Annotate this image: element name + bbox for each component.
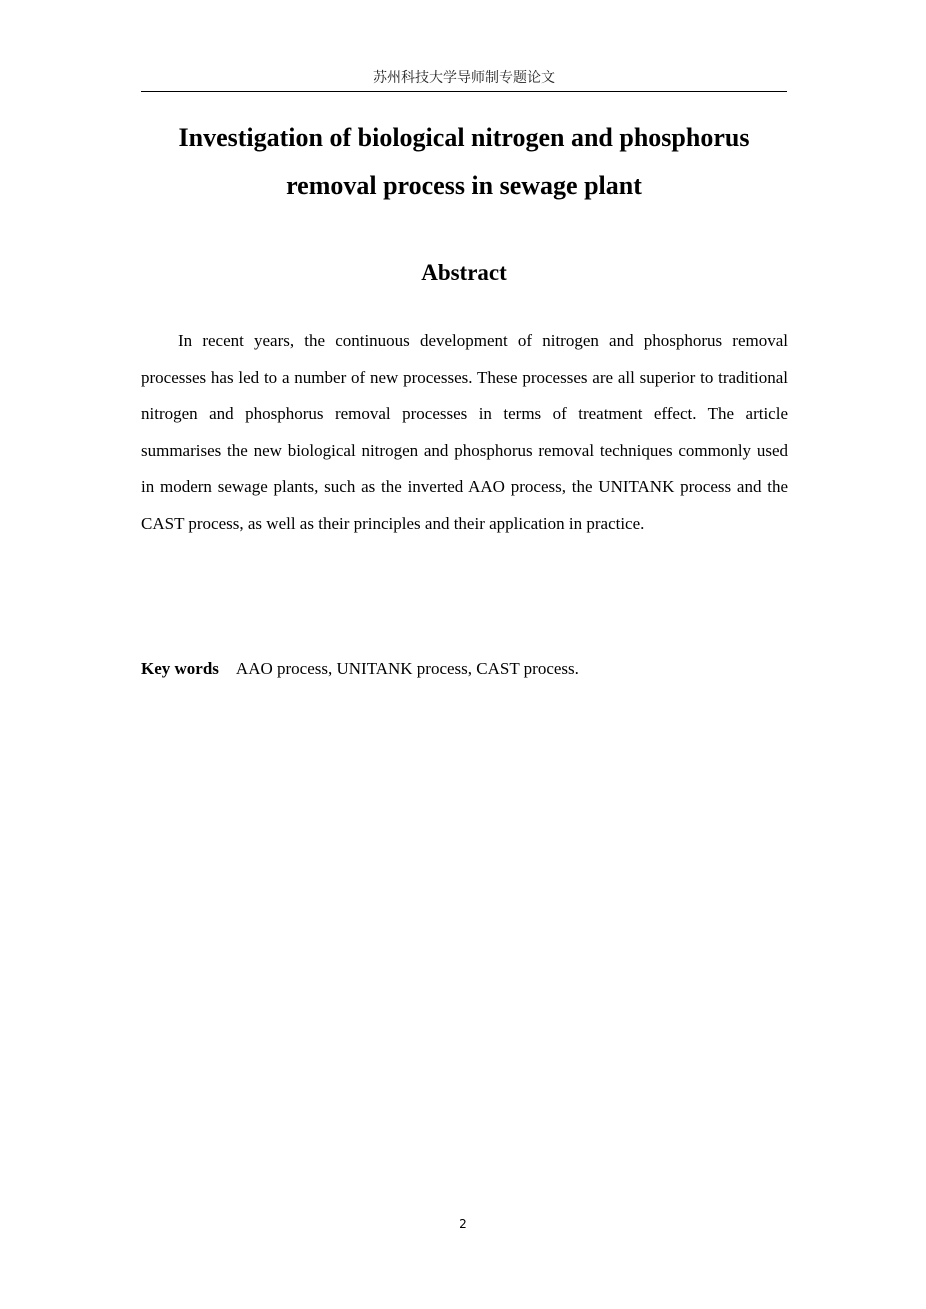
keywords-text: AAO process, UNITANK process, CAST process. [235,659,579,678]
keywords-label: Key words [141,659,219,678]
running-header: 苏州科技大学导师制专题论文 [373,70,555,86]
paper-title: Investigation of biological nitrogen and phosphorus removal process in sewage plant [178,123,750,200]
page-number: 2 [459,1217,467,1231]
abstract-heading: Abstract [421,260,507,285]
header-divider [141,91,787,92]
abstract-body: In recent years, the continuous development of nitrogen and phosphorus removal processes has led to a number of new processes. These processes are all superior to traditional nitrogen and phosphorus removal processes in terms of treatment effect. The article summarises the new biological nitrogen and phosphorus removal techniques commonly used in modern sewage plants, such as the inverted AAO process, the UNITANK process and the CAST process, as well as their principles and their application in practice. [141,331,788,533]
keywords-line [141,655,787,683]
